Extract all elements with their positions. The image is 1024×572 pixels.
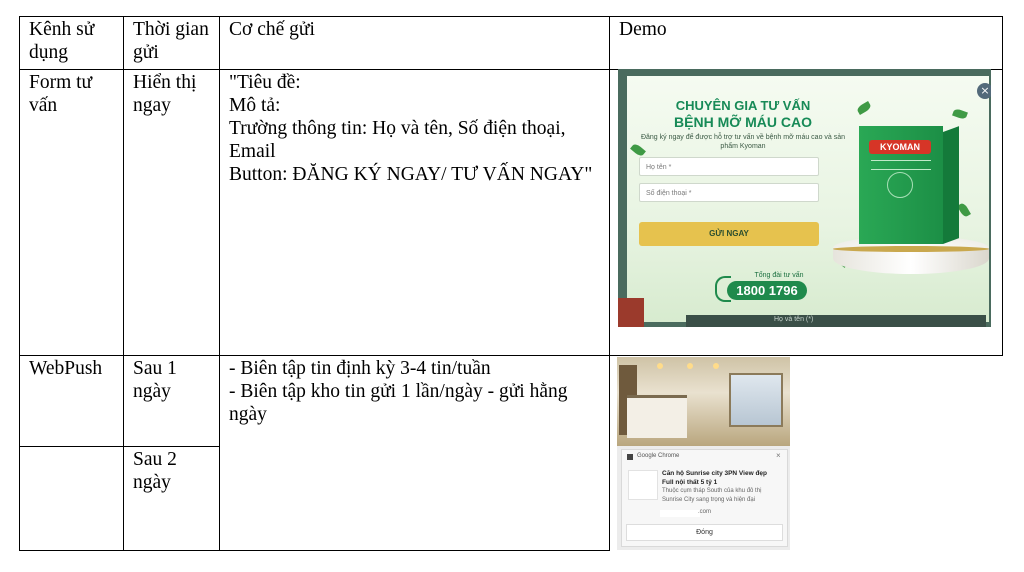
photo-window xyxy=(729,373,783,427)
pedestal xyxy=(833,246,989,252)
notification-source: Google Chrome xyxy=(637,453,680,459)
notification-thumbnail xyxy=(628,470,658,500)
notification-card[interactable] xyxy=(621,449,788,547)
photo-lamp xyxy=(657,363,663,369)
leaf-icon xyxy=(957,202,971,218)
timing-cell: Sau 1 ngày xyxy=(124,356,220,447)
product-label-lines xyxy=(871,160,931,170)
hotline-number[interactable]: 1800 1796 xyxy=(727,281,807,300)
mechanism-line: "Tiêu đề: xyxy=(229,72,301,93)
url-redaction xyxy=(660,510,700,517)
photo-lamp xyxy=(687,363,693,369)
background-fragment xyxy=(618,298,644,327)
channel-cell: Form tư vấn xyxy=(20,70,124,356)
name-field[interactable]: Họ tên * xyxy=(639,157,819,176)
mechanism-line: Button: ĐĂNG KÝ NGAY/ TƯ VẤN NGAY" xyxy=(229,164,593,185)
close-icon[interactable]: × xyxy=(776,451,781,460)
header-channel: Kênh sử dụng xyxy=(20,17,124,70)
popup-title: BỆNH MỠ MÁU CAO xyxy=(674,114,812,130)
popup-backdrop xyxy=(618,69,991,327)
submit-button[interactable]: GỬI NGAY xyxy=(639,222,819,246)
header-mechanism: Cơ chế gửi xyxy=(220,17,610,70)
close-button[interactable]: Đóng xyxy=(626,524,783,541)
mechanism-line: Mô tả: xyxy=(229,95,281,116)
channel-cell xyxy=(20,447,124,551)
notification-url: .com xyxy=(698,509,712,515)
popup-card xyxy=(627,76,989,322)
product-box-side xyxy=(943,126,959,244)
form-popup-demo-image xyxy=(608,16,1002,340)
mechanism-line: - Biên tập tin định kỳ 3-4 tin/tuần xyxy=(229,358,491,379)
photo-lamp xyxy=(713,363,719,369)
product-box xyxy=(859,126,943,244)
brand-badge: KYOMAN xyxy=(869,140,931,154)
background-fragment xyxy=(686,315,986,327)
background-form-label: Họ và tên (*) xyxy=(774,316,814,323)
notification-body: Thuộc cụm tháp South của khu đô thị xyxy=(662,488,762,494)
apartment-photo xyxy=(617,357,790,446)
popup-title: CHUYÊN GIA TƯ VẤN xyxy=(675,98,811,113)
hotline-label: Tổng đài tư vấn xyxy=(754,272,804,279)
header-demo: Demo xyxy=(610,17,1003,70)
popup-subtitle: Đăng ký ngay để được hỗ trợ tư vấn về bệnh mỡ máu cao và sản phẩm Kyoman xyxy=(640,134,846,150)
mechanism-line: Trường thông tin: Họ và tên, Số điện thoại, Email xyxy=(229,118,566,162)
close-icon[interactable]: × xyxy=(977,83,991,99)
notification-title: Full nội thất 5 tỷ 1 xyxy=(662,479,718,486)
webpush-demo-image xyxy=(608,355,1002,552)
photo-kitchen-counter xyxy=(627,395,687,438)
notification-title: Căn hộ Sunrise city 3PN View đẹp xyxy=(662,470,767,477)
chrome-icon xyxy=(627,454,633,460)
mechanism-cell xyxy=(220,70,610,356)
webpush-screenshot xyxy=(617,357,790,550)
phone-field[interactable]: Số điện thoại * xyxy=(639,183,819,202)
header-timing: Thời gian gửi xyxy=(124,17,220,70)
leaf-icon xyxy=(952,108,968,120)
channel-cell: WebPush xyxy=(20,356,124,447)
mechanism-cell xyxy=(220,356,610,551)
timing-cell: Hiển thị ngay xyxy=(124,70,220,356)
timing-cell: Sau 2 ngày xyxy=(124,447,220,551)
product-emblem-icon xyxy=(887,172,913,198)
notification-body: Sunrise City sang trọng và hiện đại xyxy=(662,497,756,503)
mechanism-line: - Biên tập kho tin gửi 1 lần/ngày - gửi hằng ngày xyxy=(229,381,568,425)
